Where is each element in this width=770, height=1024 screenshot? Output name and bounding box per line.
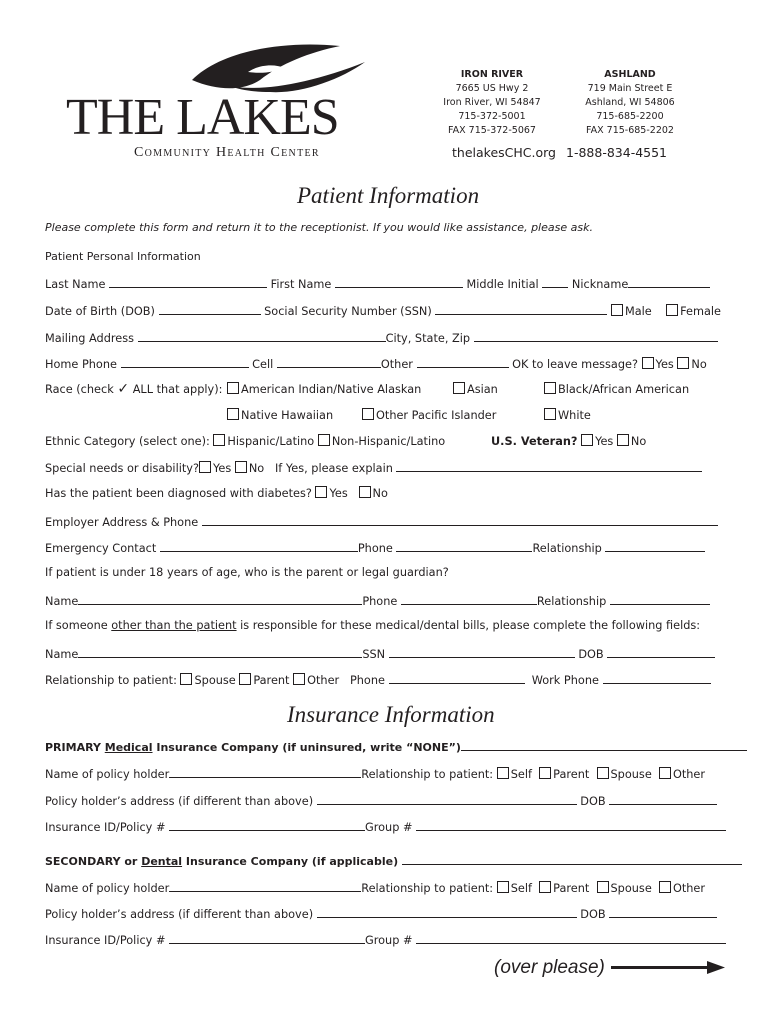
mailing-address-field[interactable] <box>138 330 386 342</box>
male-label: Male <box>624 305 652 318</box>
secondary-group-field[interactable] <box>416 932 726 944</box>
row-mailing <box>45 330 718 346</box>
parent-checkbox[interactable] <box>239 673 251 685</box>
row-dob-ssn <box>45 303 721 319</box>
emergency-label: Emergency Contact <box>45 542 157 555</box>
primary-text-c: Insurance Company (if uninsured, write “NONE”) <box>152 741 461 754</box>
responsible-party-note <box>45 619 700 633</box>
secondary-id-field[interactable] <box>169 932 365 944</box>
home-phone-field[interactable] <box>121 356 249 368</box>
parent-label: Parent <box>253 674 290 687</box>
name-label: Name <box>45 595 79 608</box>
row-responsible-relationship <box>45 672 711 688</box>
phone-label: Phone <box>362 595 398 608</box>
phone-label: Phone <box>357 542 393 555</box>
location-fax: FAX 715-685-2202 <box>586 125 674 136</box>
check-icon: ✓ <box>117 381 130 397</box>
secondary-insurance-field[interactable] <box>402 853 742 865</box>
home-phone-label: Home Phone <box>45 358 117 371</box>
section-personal-info: Patient Personal Information <box>45 250 201 263</box>
parent-label: Parent <box>553 882 590 895</box>
non-hispanic-label: Non-Hispanic/Latino <box>331 435 446 448</box>
yes-label: Yes <box>329 487 348 500</box>
responsible-dob-field[interactable] <box>607 646 715 658</box>
parent-label: Parent <box>553 768 590 781</box>
insurance-id-label: Insurance ID/Policy # <box>45 934 166 947</box>
phone-label: Phone <box>349 674 385 687</box>
primary-text-b: Medical <box>104 741 153 754</box>
race-white-checkbox[interactable] <box>544 408 556 420</box>
yes-label: Yes <box>212 462 232 475</box>
primary-address-field[interactable] <box>317 793 577 805</box>
race-white <box>544 408 591 423</box>
race-asian-label: Asian <box>467 383 498 396</box>
secondary-text-b: Dental <box>141 855 183 868</box>
other-checkbox[interactable] <box>293 673 305 685</box>
message-no-checkbox[interactable] <box>677 357 689 369</box>
non-hispanic-checkbox[interactable] <box>318 434 330 446</box>
race-label <box>45 382 222 397</box>
policy-holder-label: Name of policy holder <box>45 882 170 895</box>
no-label: No <box>372 487 388 500</box>
row-phones <box>45 356 707 372</box>
middle-initial-label: Middle Initial <box>466 278 539 291</box>
parent-checkbox[interactable] <box>539 881 551 893</box>
if-yes-label: If Yes, please explain <box>274 462 393 475</box>
name-label: Name <box>45 648 79 661</box>
resp-text-a: If someone <box>45 619 112 632</box>
row-names <box>45 276 710 292</box>
hands-logo-icon <box>190 42 370 94</box>
race-black-label: Black/African American <box>558 383 690 396</box>
responsible-ssn-field[interactable] <box>389 646 575 658</box>
secondary-text-c: Insurance Company (if applicable) <box>182 855 399 868</box>
row-special-needs <box>45 460 702 476</box>
primary-dob-field[interactable] <box>609 793 717 805</box>
insurance-info-title: Insurance Information <box>287 702 495 727</box>
guardian-name-field[interactable] <box>78 593 362 605</box>
location-city: Iron River, WI 54847 <box>443 97 541 108</box>
primary-insurance-row <box>45 739 747 755</box>
other-phone-label: Other <box>380 358 413 371</box>
no-label: No <box>248 462 265 475</box>
race-american-indian-checkbox[interactable] <box>227 382 239 394</box>
instructions: Please complete this form and return it to the receptionist. If you would like assistance, please ask. <box>45 221 593 234</box>
row-ethnic <box>45 434 445 449</box>
group-label: Group # <box>365 821 413 834</box>
secondary-holder-field[interactable] <box>169 880 361 892</box>
veteran-yes-checkbox[interactable] <box>581 434 593 446</box>
holder-address-label: Policy holder’s address (if different than above) <box>45 908 314 921</box>
row-guardian <box>45 593 710 609</box>
cell-field[interactable] <box>277 356 381 368</box>
location-city: Ashland, WI 54806 <box>585 97 675 108</box>
arrow-right-icon <box>611 960 727 976</box>
spouse-label: Spouse <box>610 768 652 781</box>
other-checkbox[interactable] <box>659 881 671 893</box>
race-pacific <box>362 408 496 423</box>
primary-holder-field[interactable] <box>169 766 361 778</box>
hispanic-label: Hispanic/Latino <box>227 435 315 448</box>
ssn-label: SSN <box>362 648 386 661</box>
location-street: 719 Main Street E <box>587 83 673 94</box>
explain-field[interactable] <box>396 460 702 472</box>
yes-label: Yes <box>595 435 614 448</box>
race-hawaiian-checkbox[interactable] <box>227 408 239 420</box>
primary-insurance-field[interactable] <box>461 739 747 751</box>
emergency-field[interactable] <box>160 540 358 552</box>
row-emergency <box>45 540 705 556</box>
resp-text-c: is responsible for these medical/dental bills, please complete the following fields: <box>236 619 701 632</box>
secondary-text-a: SECONDARY or <box>45 855 142 868</box>
race-american-indian <box>227 382 421 397</box>
race-hawaiian <box>227 408 333 423</box>
diabetes-yes-checkbox[interactable] <box>315 486 327 498</box>
special-needs-label: Special needs or disability? <box>45 462 199 475</box>
race-black <box>544 382 689 397</box>
veteran-no-checkbox[interactable] <box>617 434 629 446</box>
location-iron-river <box>440 68 544 138</box>
location-fax: FAX 715-372-5067 <box>448 125 536 136</box>
location-phone: 715-372-5001 <box>458 111 526 122</box>
row-responsible <box>45 646 715 662</box>
dob-label: Date of Birth (DOB) <box>45 305 155 318</box>
primary-id-field[interactable] <box>169 819 365 831</box>
no-label: No <box>630 435 647 448</box>
holder-address-label: Policy holder’s address (if different than above) <box>45 795 314 808</box>
special-no-checkbox[interactable] <box>235 461 247 473</box>
spouse-checkbox[interactable] <box>597 767 609 779</box>
last-name-field[interactable] <box>109 276 267 288</box>
row-employer <box>45 514 718 530</box>
dob-field[interactable] <box>159 303 261 315</box>
ethnic-label: Ethnic Category (select one): <box>45 435 210 448</box>
self-checkbox[interactable] <box>497 767 509 779</box>
over-please-label: (over please) <box>494 957 605 978</box>
other-label: Other <box>672 882 706 895</box>
mailing-address-label: Mailing Address <box>45 332 134 345</box>
row-secondary-address <box>45 906 717 922</box>
secondary-dob-field[interactable] <box>609 906 717 918</box>
relationship-label: Relationship <box>532 542 602 555</box>
other-label: Other <box>307 674 340 687</box>
other-checkbox[interactable] <box>659 767 671 779</box>
middle-initial-field[interactable] <box>542 276 568 288</box>
other-label: Other <box>672 768 706 781</box>
primary-text-a: PRIMARY <box>45 741 105 754</box>
guardian-relationship-field[interactable] <box>610 593 710 605</box>
row-primary-holder <box>45 766 705 782</box>
relationship-to-patient-label: Relationship to patient: <box>361 768 494 781</box>
row-primary-address <box>45 793 717 809</box>
race-label-a: Race (check <box>45 383 114 396</box>
spouse-label: Spouse <box>610 882 652 895</box>
spouse-checkbox[interactable] <box>597 881 609 893</box>
race-pacific-label: Other Pacific Islander <box>376 409 497 422</box>
responsible-name-field[interactable] <box>78 646 362 658</box>
dob-label: DOB <box>580 795 606 808</box>
nickname-label: Nickname <box>571 278 629 291</box>
work-phone-field[interactable] <box>603 672 711 684</box>
female-checkbox[interactable] <box>666 304 678 316</box>
location-ashland <box>578 68 682 138</box>
location-phone: 715-685-2200 <box>596 111 664 122</box>
other-phone-field[interactable] <box>417 356 509 368</box>
insurance-id-label: Insurance ID/Policy # <box>45 821 166 834</box>
row-secondary-id <box>45 932 726 948</box>
logo-subtitle: Community Health Center <box>134 145 320 160</box>
relationship-to-patient-label: Relationship to patient: <box>45 674 177 687</box>
hispanic-checkbox[interactable] <box>213 434 225 446</box>
spouse-checkbox[interactable] <box>180 673 192 685</box>
employer-field[interactable] <box>202 514 718 526</box>
race-american-indian-label: American Indian/Native Alaskan <box>241 383 422 396</box>
emergency-phone-field[interactable] <box>396 540 532 552</box>
group-label: Group # <box>365 934 413 947</box>
female-label: Female <box>680 305 721 318</box>
race-asian-checkbox[interactable] <box>453 382 465 394</box>
first-name-field[interactable] <box>335 276 463 288</box>
race-hawaiian-label: Native Hawaiian <box>241 409 334 422</box>
location-street: 7665 US Hwy 2 <box>455 83 529 94</box>
ssn-label: Social Security Number (SSN) <box>264 305 432 318</box>
logo-wordmark: THE LAKES <box>66 89 339 146</box>
work-phone-label: Work Phone <box>531 674 599 687</box>
first-name-label: First Name <box>270 278 332 291</box>
row-diabetes <box>45 486 388 501</box>
row-secondary-holder <box>45 880 705 896</box>
resp-text-b: other than the patient <box>111 619 237 632</box>
location-name: IRON RIVER <box>460 69 524 80</box>
toll-free-number: 1-888-834-4551 <box>566 145 668 160</box>
race-asian <box>453 382 498 397</box>
city-state-zip-label: City, State, Zip <box>385 332 471 345</box>
secondary-address-field[interactable] <box>317 906 577 918</box>
race-black-checkbox[interactable] <box>544 382 556 394</box>
race-label-b: ALL that apply): <box>132 383 223 396</box>
self-label: Self <box>510 768 532 781</box>
city-state-zip-field[interactable] <box>474 330 718 342</box>
no-label: No <box>691 358 707 371</box>
special-yes-checkbox[interactable] <box>199 461 211 473</box>
veteran-label: U.S. Veteran? <box>491 435 578 448</box>
employer-label: Employer Address & Phone <box>45 516 199 529</box>
diabetes-no-checkbox[interactable] <box>359 486 371 498</box>
under-18-label: If patient is under 18 years of age, who is the parent or legal guardian? <box>45 566 449 579</box>
relationship-label: Relationship <box>536 595 607 608</box>
responsible-phone-field[interactable] <box>389 672 525 684</box>
self-label: Self <box>510 882 532 895</box>
emergency-relationship-field[interactable] <box>605 540 705 552</box>
guardian-phone-field[interactable] <box>401 593 537 605</box>
cell-label: Cell <box>252 358 274 371</box>
spouse-label: Spouse <box>194 674 236 687</box>
patient-info-title: Patient Information <box>297 183 480 208</box>
website-link[interactable]: thelakesCHC.org <box>452 145 556 160</box>
male-checkbox[interactable] <box>611 304 623 316</box>
diabetes-label: Has the patient been diagnosed with diabetes? <box>45 487 312 500</box>
last-name-label: Last Name <box>45 278 106 291</box>
ssn-field[interactable] <box>435 303 607 315</box>
dob-label: DOB <box>578 648 604 661</box>
primary-group-field[interactable] <box>416 819 726 831</box>
yes-label: Yes <box>655 358 674 371</box>
row-veteran <box>491 434 646 449</box>
race-white-label: White <box>558 409 591 422</box>
ok-message-label: OK to leave message? <box>512 358 638 371</box>
relationship-to-patient-label: Relationship to patient: <box>361 882 494 895</box>
dob-label: DOB <box>580 908 606 921</box>
parent-checkbox[interactable] <box>539 767 551 779</box>
row-primary-id <box>45 819 726 835</box>
nickname-field[interactable] <box>628 276 710 288</box>
message-yes-checkbox[interactable] <box>642 357 654 369</box>
race-pacific-checkbox[interactable] <box>362 408 374 420</box>
secondary-insurance-row <box>45 853 742 869</box>
policy-holder-label: Name of policy holder <box>45 768 170 781</box>
location-name: ASHLAND <box>604 69 656 80</box>
self-checkbox[interactable] <box>497 881 509 893</box>
